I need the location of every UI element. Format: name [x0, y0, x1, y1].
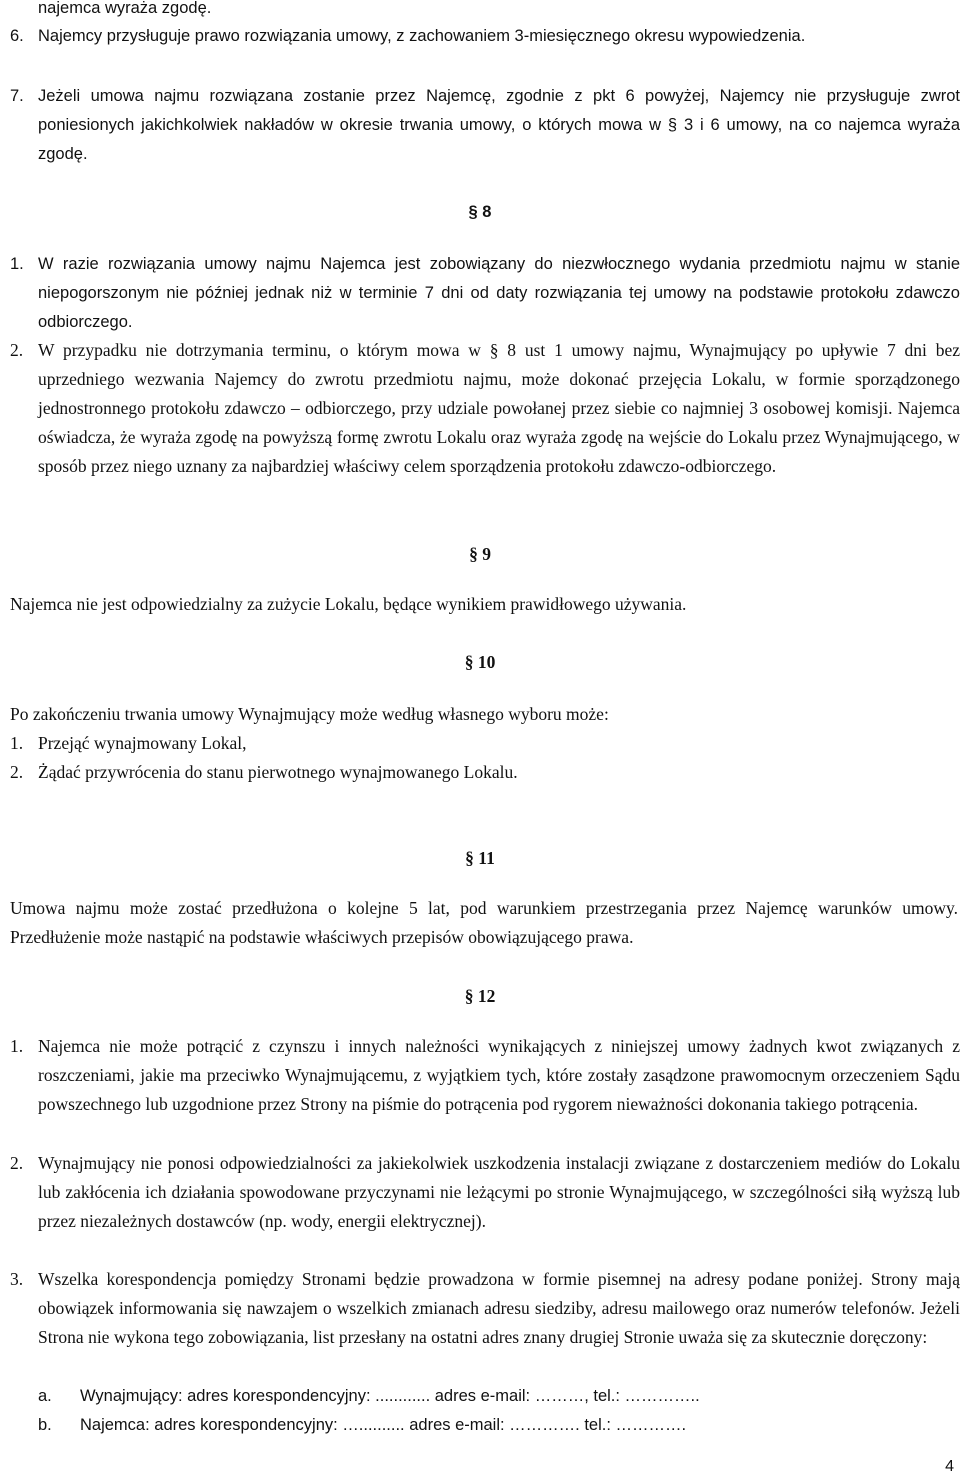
- item-letter: b.: [38, 1416, 52, 1434]
- item-text: W razie rozwiązania umowy najmu Najemca jest zobowiązany do niezwłocznego wydania przedmiotu najmu w stanie niepogorszonym nie później jednak niż w terminie 7 dni od daty rozwiązania tej umowy na podstawie protokołu zdawczo odbiorczego.: [38, 255, 960, 331]
- s10-item-1: [10, 729, 960, 758]
- item-number: 1.: [10, 1036, 24, 1056]
- item-number: 2.: [10, 762, 24, 782]
- item-text: Najemca: adres korespondencyjny: ….......... adres e-mail: …………. tel.: ………….: [80, 1416, 687, 1434]
- item-text: Żądać przywrócenia do stanu pierwotnego wynajmowanego Lokalu.: [38, 762, 518, 782]
- s10-item-2: [10, 758, 960, 787]
- s12-subitem-b: [38, 1411, 958, 1440]
- item-number: 2.: [10, 340, 24, 360]
- list-item-6: [10, 22, 960, 51]
- section-heading-9: § 9: [469, 544, 491, 564]
- item-text: Wynajmujący nie ponosi odpowiedzialności za jakiekolwiek uszkodzenia instalacji związane z dostarczeniem mediów do Lokalu lub zakłócenia ich działania spowodowane przyczynami nie leżącymi po stronie Wynajmującego, w szczególności siłą wyższą lub przez niezależnych dostawców (np. wody, energii elektrycznej).: [38, 1153, 960, 1231]
- item-number: 2.: [10, 1153, 24, 1173]
- s12-paragraph-1: [10, 1032, 960, 1119]
- item-text: Wynajmujący: adres korespondencyjny: ............ adres e-mail: ………, tel.: …………..: [80, 1387, 700, 1405]
- s12-subitem-a: [38, 1382, 958, 1411]
- item-text: W przypadku nie dotrzymania terminu, o którym mowa w § 8 ust 1 umowy najmu, Wynajmujący po upływie 7 dni bez uprzedniego wezwania Najemcy do zwrotu przedmiotu najmu, może dokonać przejęcia Lokalu, w formie sporządzonego jednostronnego protokołu zdawczo – odbiorczego, przy udziale powołanej przez siebie co najmniej 3 osobowej komisji. Najemca oświadcza, że wyraża zgodę na powyższą formę zwrotu Lokalu oraz wyraża zgodę na wejście do Lokalu przez Wynajmującego, w sposób przez niego uznany za najbardziej właściwy celem sporządzenia protokołu zdawczo-odbiorczego.: [38, 340, 960, 476]
- page-number: 4: [945, 1458, 954, 1475]
- item-number: 6.: [10, 27, 24, 45]
- s10-intro: Po zakończeniu trwania umowy Wynajmujący może według własnego wyboru może:: [10, 704, 609, 724]
- item-text: Jeżeli umowa najmu rozwiązana zostanie przez Najemcę, zgodnie z pkt 6 powyżej, Najemcy nie przysługuje zwrot poniesionych jakichkolwiek nakładów w okresie trwania umowy, o których mowa w § 3 i 6 umowy, na co najemca wyraża zgodę.: [38, 87, 960, 163]
- item-number: 1.: [10, 733, 24, 753]
- section-heading-10: § 10: [464, 652, 496, 672]
- item-text: Wszelka korespondencja pomiędzy Stronami będzie prowadzona w formie pisemnej na adresy podane poniżej. Strony mają obowiązek informowania się nawzajem o wszelkich zmianach adresu siedziby, adresu mailowego oraz numerów telefonów. Jeżeli Strona nie wykona tego zobowiązania, list przesłany na ostatni adres znany drugiej Stronie uważa się za skutecznie doręczony:: [38, 1269, 960, 1347]
- section-heading-8: § 8: [468, 203, 492, 221]
- s8-paragraph-2: [10, 336, 960, 481]
- item-text: Przejąć wynajmowany Lokal,: [38, 733, 247, 753]
- item-number: 7.: [10, 87, 24, 105]
- s9-paragraph: Najemca nie jest odpowiedzialny za zużycie Lokalu, będące wynikiem prawidłowego używania.: [10, 594, 687, 614]
- item-text: Najemcy przysługuje prawo rozwiązania umowy, z zachowaniem 3-miesięcznego okresu wypowiedzenia.: [38, 27, 806, 45]
- section-heading-12: § 12: [464, 986, 496, 1006]
- s12-paragraph-2: [10, 1149, 960, 1236]
- item-text: Najemca nie może potrącić z czynszu i innych należności wynikających z niniejszej umowy żadnych kwot związanych z roszczeniami, jakie ma przeciwko Wynajmującemu, z wyjątkiem tych, które zostały zasądzone prawomocnym orzeczeniem Sądu powszechnego lub uzgodnione przez Strony na piśmie do potrącenia pod rygorem nieważności dokonania takiego potrącenia.: [38, 1036, 960, 1114]
- s11-paragraph: Umowa najmu może zostać przedłużona o kolejne 5 lat, pod warunkiem przestrzegania przez Najemcę warunków umowy. Przedłużenie może nastąpić na podstawie właściwych przepisów obowiązującego prawa.: [10, 898, 958, 947]
- continuation-line: najemca wyraża zgodę.: [38, 0, 212, 17]
- list-item-7: [10, 82, 960, 169]
- s8-paragraph-1: [10, 250, 960, 337]
- s12-paragraph-3: [10, 1265, 960, 1352]
- item-letter: a.: [38, 1387, 52, 1405]
- item-number: 1.: [10, 255, 24, 273]
- section-heading-11: § 11: [465, 848, 495, 868]
- item-number: 3.: [10, 1269, 24, 1289]
